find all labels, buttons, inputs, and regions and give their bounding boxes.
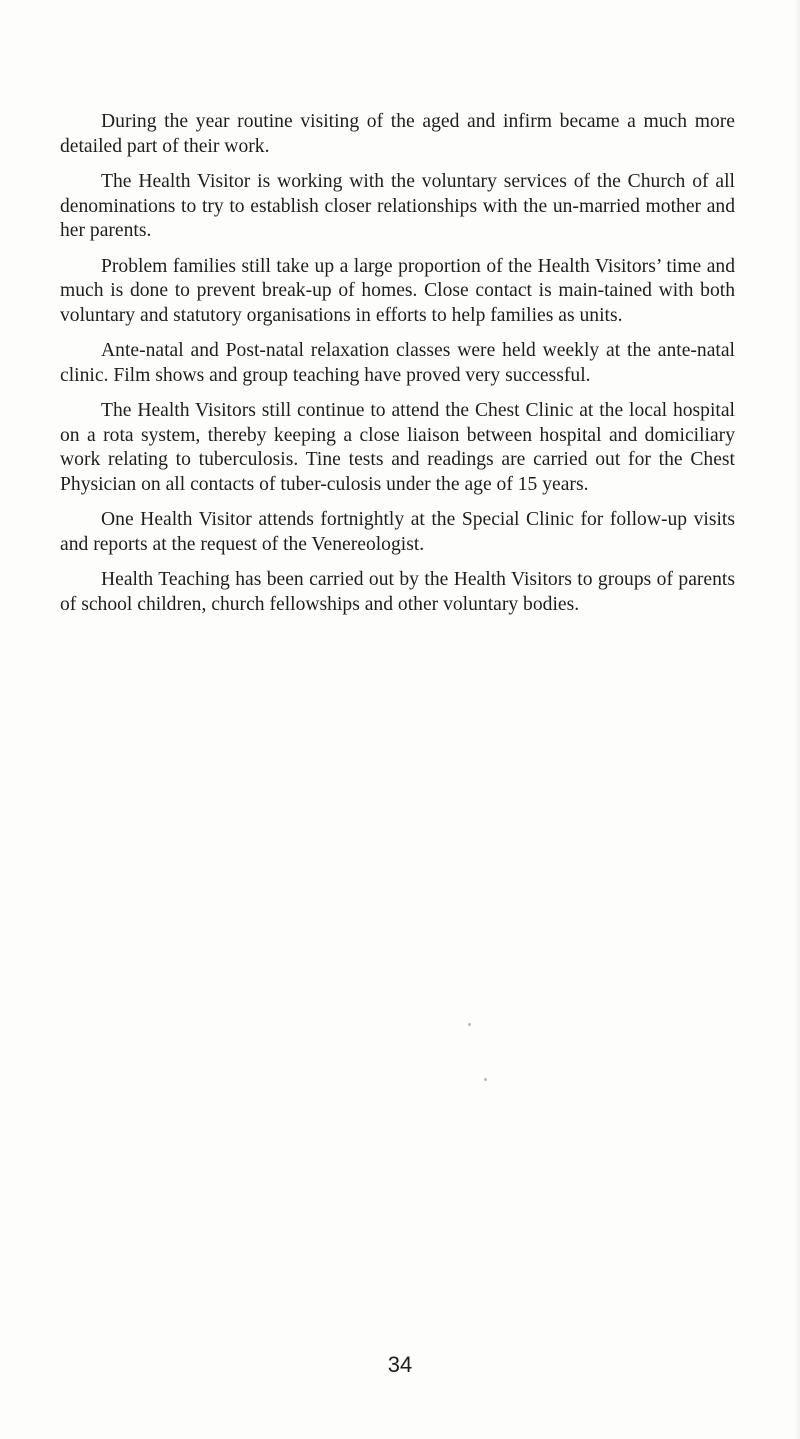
paragraph-problem-families: Problem families still take up a large proportion of the Health Visitors’ time and much is done to prevent break-up of homes. Close contact is main-tained with both voluntary and statutory organisations in efforts to help families as units.	[60, 255, 735, 326]
page-edge-shadow	[794, 0, 800, 1439]
scan-speck	[484, 1078, 487, 1081]
body-text	[60, 110, 735, 628]
paragraph-aged-infirm-visiting: During the year routine visiting of the aged and infirm became a much more detailed part of their work.	[60, 111, 735, 157]
paragraph-special-clinic: One Health Visitor attends fortnightly at the Special Clinic for follow-up visits and reports at the request of the Venereologist.	[60, 509, 735, 555]
scan-speck	[468, 1023, 471, 1026]
paragraph-relaxation-classes: Ante-natal and Post-natal relaxation classes were held weekly at the ante-natal clinic. Film shows and group teaching have proved very successful.	[60, 340, 735, 386]
page-number: 34	[387, 1352, 413, 1377]
paragraph-health-teaching: Health Teaching has been carried out by the Health Visitors to groups of parents of school children, church fellowships and other voluntary bodies.	[60, 569, 735, 615]
paragraph-voluntary-services: The Health Visitor is working with the voluntary services of the Church of all denominations to try to establish closer relationships with the un-married mother and her parents.	[60, 171, 735, 241]
paragraph-chest-clinic: The Health Visitors still continue to attend the Chest Clinic at the local hospital on a rota system, thereby keeping a close liaison between hospital and domiciliary work relating to tuberculosis. Tine tests and readings are carried out for the Chest Physician on all contacts of tuber-culosis under the age of 15 years.	[60, 400, 735, 495]
